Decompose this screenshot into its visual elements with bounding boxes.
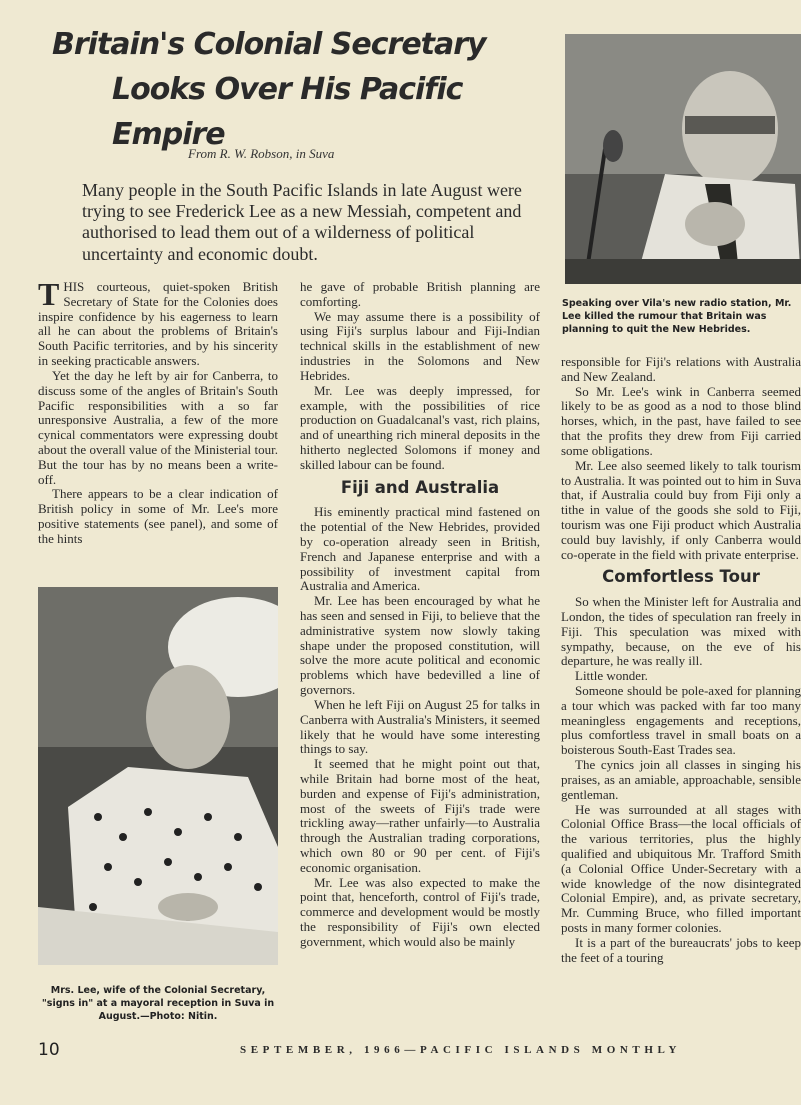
- paragraph: Little wonder.: [575, 668, 648, 684]
- paragraph: [38, 276, 278, 369]
- footer-issue-line: SEPTEMBER, 1966—PACIFIC ISLANDS MONTHLY: [240, 1044, 681, 1056]
- paragraph-text: HIS courteous, quiet-spoken British Secretary of State for the Colonies does inspire confidence by his eagerness to learn all he can about the problems of Britain's South Pacific territories, and by his sincerity in seeking practicable answers.: [38, 279, 278, 369]
- paragraph: Mr. Lee also seemed likely to talk tourism to Australia. It was pointed out to him in Suva that, if Australia could buy from Fiji only a tithe in value of the goods she sold to Fiji, tourism was one Fiji product which Australia could buy lavishly, if only Canberra would co-operate in the field with private enterprise.: [561, 457, 801, 562]
- caption-left-photo: Mrs. Lee, wife of the Colonial Secretary, "signs in" at a mayoral reception in Suva in August.—Photo: Nitin.: [41, 985, 275, 1022]
- subheading-fiji-australia: Fiji and Australia: [340, 477, 500, 497]
- byline: From R. W. Robson, in Suva: [188, 146, 335, 161]
- headline-line-2: Looks Over His Pacific Empire: [112, 72, 463, 152]
- article-column-3: [561, 355, 801, 965]
- paragraph: So when the Minister left for Australia and London, the tides of speculation ran freely in Fiji. This speculation was mixed with sympathy, because, on the eve of his departure, he was really ill.: [561, 594, 801, 669]
- paragraph: So Mr. Lee's wink in Canberra seemed likely to be as good as a nod to those blind horses, which, in the past, have failed to see that the profits they drew from Fiji carried some obligations.: [561, 383, 801, 458]
- paragraph: Mr. Lee has been encouraged by what he has seen and sensed in Fiji, to believe that the administrative system now slowly taking shape under the proposed constitution, will solve the more acute political and economic problems which have bedevilled a line of governors.: [300, 593, 540, 698]
- page-footer: [0, 1038, 801, 1068]
- paragraph: Someone should be pole-axed for planning a tour which was packed with far too many meaningless engagements and receptions, plus comfortless travel in small boats on a boisterous South-East Trades sea.: [561, 683, 801, 758]
- article-column-2: [300, 280, 540, 950]
- paragraph: It is a part of the bureaucrats' jobs to keep the feet of a touring: [561, 934, 801, 965]
- paragraph: he gave of probable British planning are comforting.: [300, 279, 540, 309]
- article-headline: [40, 22, 560, 157]
- caption-top-photo: Speaking over Vila's new radio station, Mr. Lee killed the rumour that Britain was planning to quit the New Hebrides.: [562, 298, 792, 335]
- paragraph: We may assume there is a possibility of using Fiji's surplus labour and Fiji-Indian technical skills in the establishment of new industries in the Solomons and New Hebrides.: [300, 308, 540, 383]
- paragraph: He was surrounded at all stages with Colonial Office Brass—the local officials of the various territories, plus the highly qualified and ubiquitous Mr. Trafford Smith (a Colonial Office Under-Secretary with a wide knowledge of the now disintegrated Colonial Empire), and, as private secretary, Mr. Cumming Bruce, who filled important posts in many former colonies.: [561, 801, 801, 936]
- photo-mr-lee-radio: [565, 34, 801, 284]
- headline-line-1: Britain's Colonial Secretary: [52, 27, 486, 62]
- dropcap: T: [38, 276, 60, 312]
- paragraph: When he left Fiji on August 25 for talks in Canberra with Australia's Ministers, it seemed likely that he would have some interesting things to say.: [300, 696, 540, 757]
- paragraph: There appears to be a clear indication of British policy in some of Mr. Lee's more positive statements (see panel), and some of the hints: [38, 486, 278, 546]
- paragraph: responsible for Fiji's relations with Australia and New Zealand.: [561, 354, 801, 384]
- paragraph: His eminently practical mind fastened on the potential of the New Hebrides, provided by co-operation already seen in British, French and Japanese enterprise and with a possibility of investment capital from Australia and America.: [300, 504, 540, 594]
- photo-mrs-lee-signing: [38, 587, 278, 965]
- subheading-comfortless-tour: Comfortless Tour: [602, 567, 760, 587]
- paragraph: Yet the day he left by air for Canberra, to discuss some of the angles of Britain's South Pacific responsibilities with a so far unresponsive Australia, a few of the more cynical commentators were expressing doubt about the overall value of the Ministerial tour. But the tour has by no means been a write-off.: [38, 367, 278, 487]
- paragraph: The cynics join all classes in singing his praises, as an amiable, approachable, sensible gentleman.: [561, 757, 801, 802]
- page-number: 10: [38, 1040, 60, 1060]
- paragraph: Mr. Lee was also expected to make the point that, henceforth, control of Fiji's trade, commerce and development would be mostly the responsibility of Fiji's own elected government, which would also be mainly: [300, 874, 540, 949]
- paragraph: It seemed that he might point out that, while Britain had borne most of the heat, burden and expense of Fiji's administration, most of the sweets of Fiji's trade were trickling away—rather unfairly—to Australia through the Australian trading corporations, which own 80 or 90 per cent. of Fiji's economic organisation.: [300, 756, 540, 875]
- paragraph: Mr. Lee was deeply impressed, for example, with the possibilities of rice production on Guadalcanal's vast, rich plains, and of unearthing rich mineral deposits in the hitherto neglected Solomons if money and skilled labour can be found.: [300, 382, 540, 472]
- intro-paragraph: Many people in the South Pacific Islands in late August were trying to see Frederick Lee as a new Messiah, competent and authorised to lead them out of a wilderness of political uncertainty and economic doubt.: [82, 180, 522, 264]
- article-column-1: [38, 276, 278, 547]
